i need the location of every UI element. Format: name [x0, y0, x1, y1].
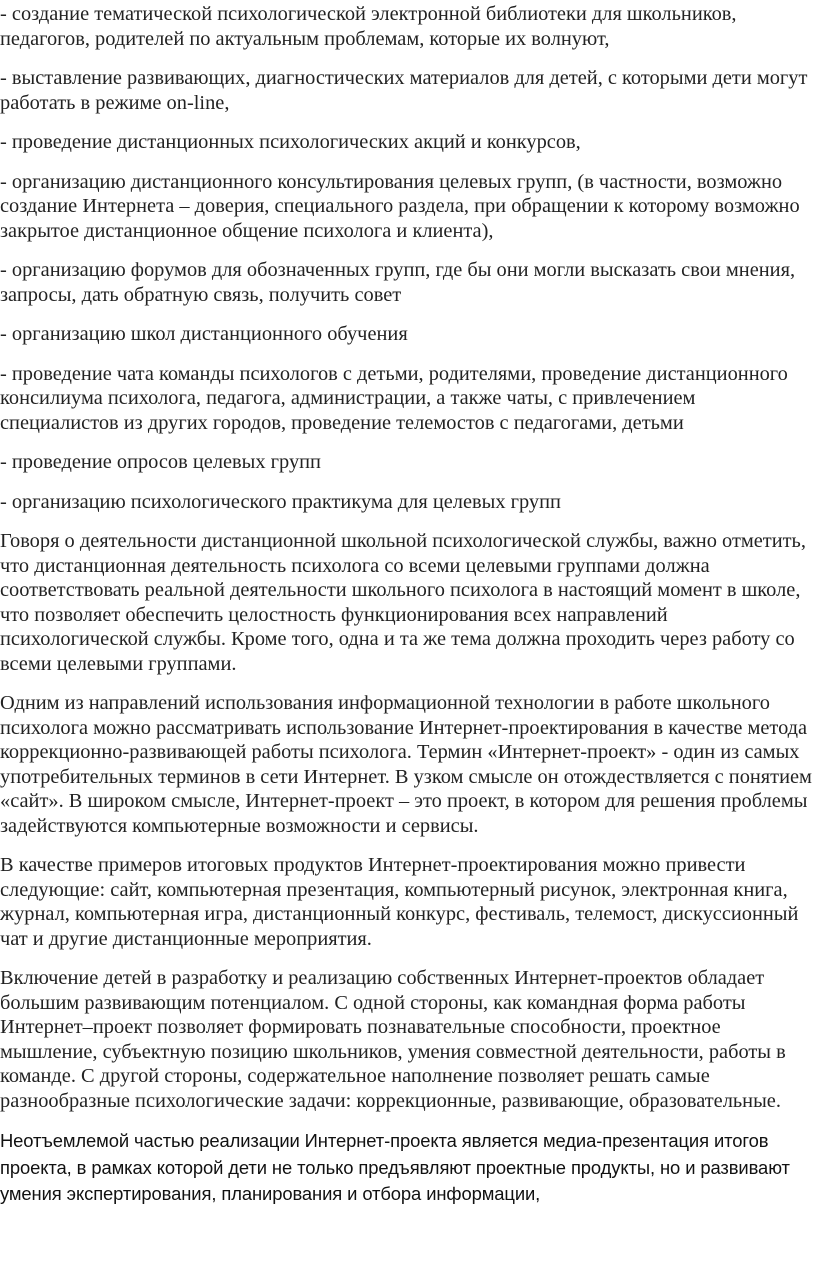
- list-item-electronic-library: - создание тематической психологической электронной библиотеки для школьников, педагогов, родителей по актуальным проблемам, которые их волнуют,: [0, 3, 737, 50]
- list-item-chats: - проведение чата команды психологов с детьми, родителями, проведение дистанционного консилиума психолога, педагога, администрации, а также чаты, с привлечением специалистов из других городов, проведение телемостов с педагогами, детьми: [0, 362, 788, 434]
- list-item-distance-schools: - организацию школ дистанционного обучения: [0, 323, 408, 345]
- paragraph-internet-project: Одним из направлений использования информационной технологии в работе школьного психолога можно рассматривать использование Интернет-проектирования в качестве метода коррекционно-развивающей работы психолога. Термин «Интернет-проект» - один из самых употребительных терминов в сети Интернет. В узком смысле он отождествляется с понятием «сайт». В широком смысле, Интернет-проект – это проект, в котором для решения проблемы задействуются компьютерные возможности и сервисы.: [0, 692, 812, 837]
- document-page: [0, 2, 816, 1223]
- list-item-remote-consulting: - организацию дистанционного консультирования целевых групп, (в частности, возможно создание Интернета – доверия, специального раздела, при обращении к которому возможно закрытое дистанционное общение психолога и клиента),: [0, 170, 800, 242]
- list-item-developmental-materials: - выставление развивающих, диагностических материалов для детей, с которыми дети могут работать в режиме on-line,: [0, 67, 808, 114]
- list-item-practicum: - организацию психологического практикума для целевых групп: [0, 490, 561, 513]
- list-item-remote-actions: - проведение дистанционных психологических акций и конкурсов,: [0, 131, 581, 153]
- list-item-forums: - организацию форумов для обозначенных групп, где бы они могли высказать свои мнения, запросы, дать обратную связь, получить совет: [0, 259, 796, 306]
- paragraph-remote-service: Говоря о деятельности дистанционной школьной психологической службы, важно отметить, что дистанционная деятельность психолога со всеми целевыми группами должна соответствовать реальной деятельности школьного психолога в настоящий момент в школе, что позволяет обеспечить целостность функционирования всех направлений психологической службы. Кроме того, одна и та же тема должна проходить через работу со всеми целевыми группами.: [0, 530, 806, 675]
- paragraph-development-potential: Включение детей в разработку и реализацию собственных Интернет-проектов обладает большим развивающим потенциалом. С одной стороны, как командная форма работы Интернет–проект позволяет формировать познавательные способности, проектное мышление, субъектную позицию школьников, умения совместной деятельности, работы в команде. С другой стороны, содержательное наполнение позволяет решать самые разнообразные психологические задачи: коррекционные, развивающие, образовательные.: [0, 967, 786, 1112]
- paragraph-project-products: В качестве примеров итоговых продуктов Интернет-проектирования можно привести следующие: сайт, компьютерная презентация, компьютерный рисунок, электронная книга, журнал, компьютерная игра, дистанционный конкурс, фестиваль, телемост, дискуссионный чат и другие дистанционные мероприятия.: [0, 854, 799, 950]
- list-item-surveys: - проведение опросов целевых групп: [0, 451, 321, 473]
- paragraph-media-presentation: Неотъемлемой частью реализации Интернет-проекта является медиа-презентация итогов проекта, в рамках которой дети не только предъявляют проектные продукты, но и развивают умения экспертирования, планирования и отбора информации,: [0, 1130, 790, 1205]
